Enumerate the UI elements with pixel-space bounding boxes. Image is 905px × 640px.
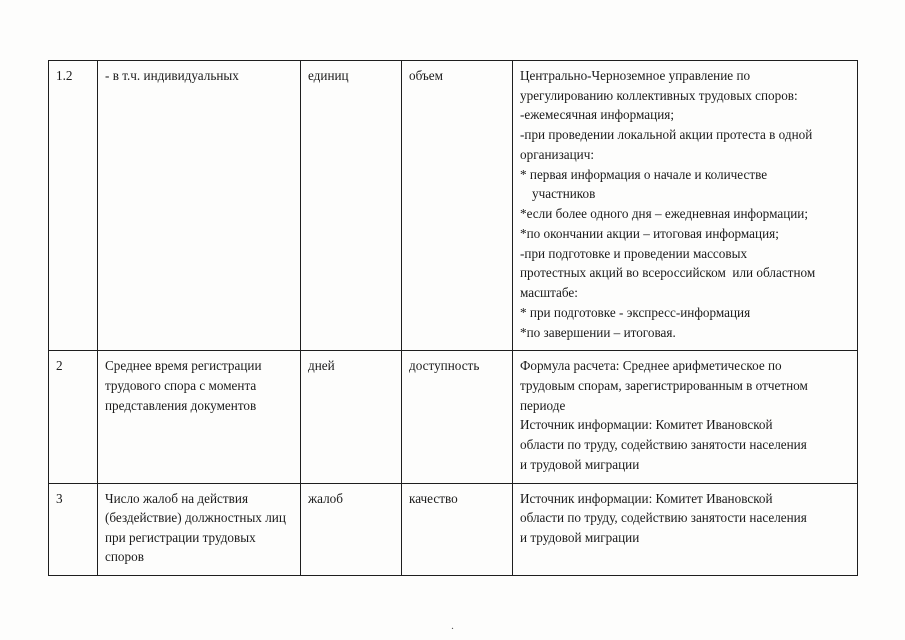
row-source: Центрально-Черноземное управление по урегулированию коллективных трудовых споров: -ежемесячная информация; -при проведении локальной акции протеста в одной организацич: * первая информация о начале и количестве участников *если более одного дня – ежедневная информации; *по окончании акции – итоговая информация; -при подготовке и проведении массовых протестных акций во всероссийском или областном масштабе: * при подготовке - экспресс-информация *по завершении – итоговая. <box>513 61 858 351</box>
row-kind: доступность <box>402 351 513 483</box>
row-source: Формула расчета: Среднее арифметическое по трудовым спорам, зарегистрированным в отчетном периоде Источник информации: Комитет Ивановской области по труду, содействию занятости населения и трудовой миграции <box>513 351 858 483</box>
table-row <box>49 61 858 351</box>
row-unit: единиц <box>301 61 402 351</box>
row-indicator-name: - в т.ч. индивидуальных <box>98 61 301 351</box>
row-unit: жалоб <box>301 483 402 575</box>
indicators-table <box>48 60 858 576</box>
row-number: 1.2 <box>49 61 98 351</box>
row-number: 3 <box>49 483 98 575</box>
row-indicator-name: Среднее время регистрации трудового спора с момента представления документов <box>98 351 301 483</box>
table-row <box>49 483 858 575</box>
row-kind: объем <box>402 61 513 351</box>
row-unit: дней <box>301 351 402 483</box>
table-row <box>49 351 858 483</box>
row-indicator-name: Число жалоб на действия (бездействие) должностных лиц при регистрации трудовых споров <box>98 483 301 575</box>
row-number: 2 <box>49 351 98 483</box>
row-source: Источник информации: Комитет Ивановской области по труду, содействию занятости населения и трудовой миграции <box>513 483 858 575</box>
page-footer-mark: . <box>451 620 454 632</box>
table-body <box>49 61 858 576</box>
row-kind: качество <box>402 483 513 575</box>
